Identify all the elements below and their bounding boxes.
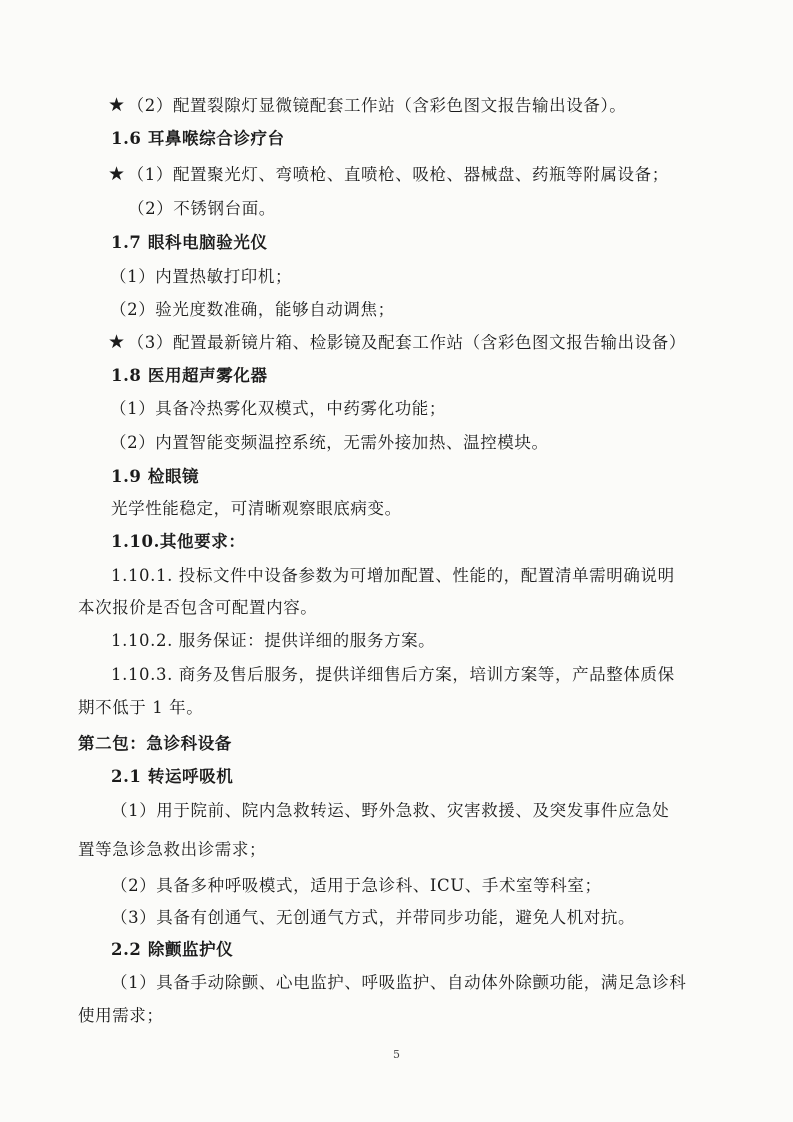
star-icon: ★ [108, 331, 126, 353]
line-22: （1）用于院前、院内急救转运、野外急救、灾害救援、及突发事件应急处 [111, 801, 670, 820]
heading-1-8: 1.8 医用超声雾化器 [111, 366, 268, 385]
star-icon: ★ [108, 94, 126, 116]
heading-1-7: 1.7 眼科电脑验光仪 [111, 233, 268, 252]
line-3: ★ （1）配置聚光灯、弯喷枪、直喷枪、吸枪、器械盘、药瓶等附属设备； [108, 163, 669, 185]
line-27: （1）具备手动除颤、心电监护、呼吸监护、自动体外除颤功能，满足急诊科 [111, 973, 687, 992]
heading-2-1: 2.1 转运呼吸机 [111, 767, 234, 786]
line-8: ★ （3）配置最新镜片箱、检影镜及配套工作站（含彩色图文报告输出设备） [108, 331, 686, 353]
line-15: 1.10.1. 投标文件中设备参数为可增加配置、性能的，配置清单需明确说明 [111, 566, 675, 585]
line-10: （1）具备冷热雾化双模式，中药雾化功能； [110, 399, 446, 418]
line-1: ★ （2）配置裂隙灯显微镜配套工作站（含彩色图文报告输出设备）。 [108, 94, 627, 116]
heading-1-6: 1.6 耳鼻喉综合诊疗台 [111, 129, 285, 148]
line-11: （2）内置智能变频温控系统，无需外接加热、温控模块。 [110, 433, 549, 452]
heading-1-10: 1.10.其他要求： [111, 532, 246, 551]
line-28: 使用需求； [78, 1006, 164, 1025]
line-16: 本次报价是否包含可配置内容。 [78, 598, 318, 617]
line-23: 置等急诊急救出诊需求； [78, 840, 267, 859]
line-7: （2）验光度数准确，能够自动调焦； [110, 300, 395, 319]
line-25: （3）具备有创通气、无创通气方式，并带同步功能，避免人机对抗。 [111, 908, 636, 927]
line-4: （2）不锈钢台面。 [128, 199, 276, 218]
section-package-2: 第二包：急诊科设备 [78, 734, 232, 753]
heading-2-2: 2.2 除颤监护仪 [111, 940, 234, 959]
line-13: 光学性能稳定，可清晰观察眼底病变。 [111, 499, 402, 518]
line-6: （1）内置热敏打印机； [110, 267, 293, 286]
line-17: 1.10.2. 服务保证：提供详细的服务方案。 [111, 631, 436, 650]
page-number: 5 [393, 1048, 400, 1061]
heading-1-9: 1.9 检眼镜 [111, 467, 200, 486]
line-19: 期不低于 1 年。 [78, 698, 204, 717]
line-24: （2）具备多种呼吸模式，适用于急诊科、ICU、手术室等科室； [111, 876, 602, 895]
line-18: 1.10.3. 商务及售后服务，提供详细售后方案，培训方案等，产品整体质保 [111, 665, 675, 684]
star-icon: ★ [108, 163, 126, 185]
